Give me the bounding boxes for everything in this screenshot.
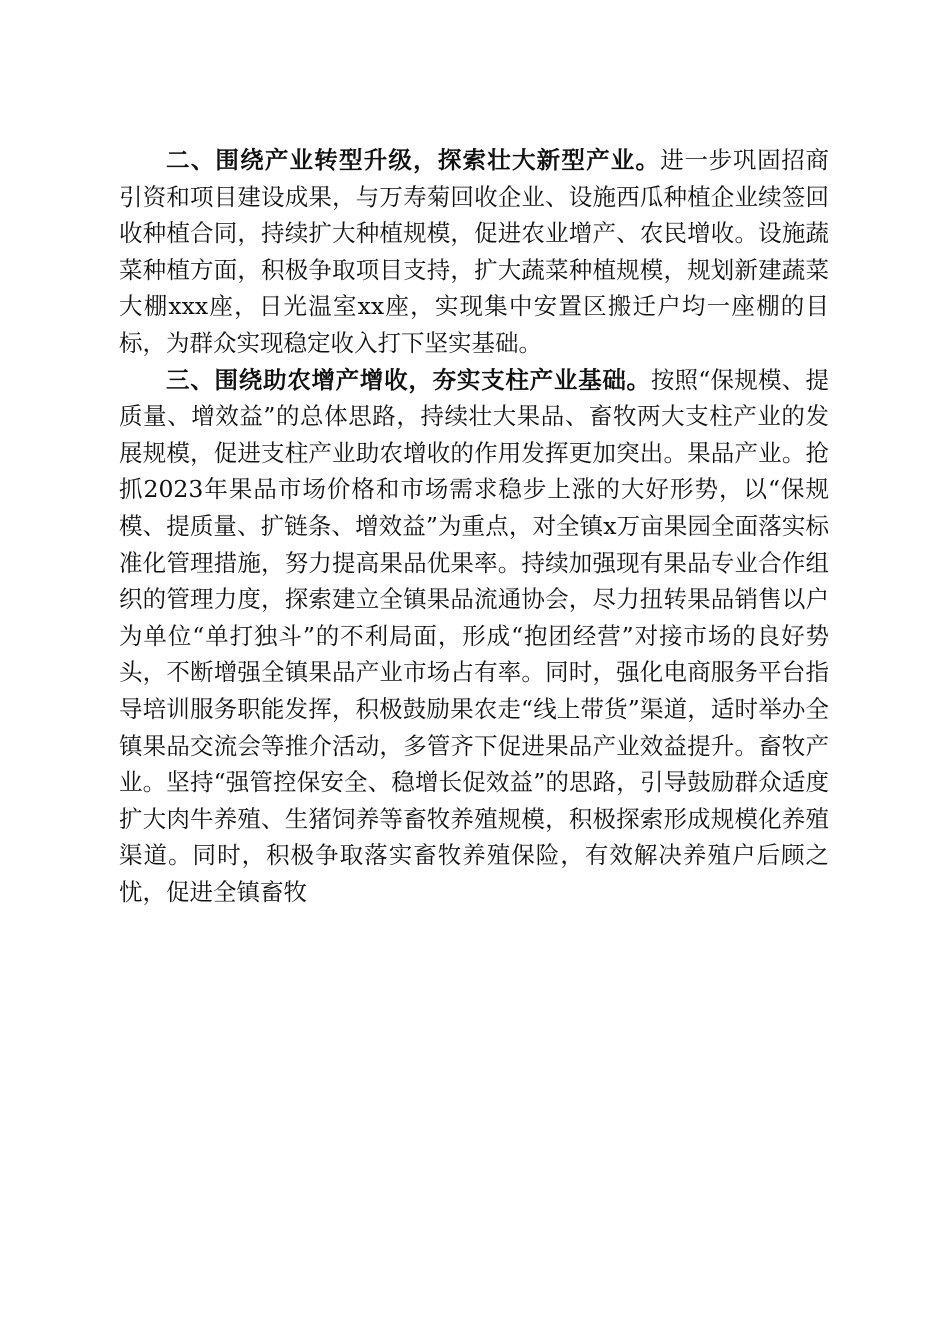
paragraph-heading: 二、围绕产业转型升级，探索壮大新型产业。 [166, 146, 661, 174]
paragraph-text: 进一步巩固招商引资和项目建设成果，与万寿菊回收企业、设施西瓜种植企业续签回收种植合同，持续扩大种植规模，促进农业增产、农民增收。设施蔬菜种植方面，积极争取项目支持，扩大蔬菜种植规模，规划新建蔬菜大棚xxx座，日光温室xx座，实现集中安置区搬迁户均一座棚的目标，为群众实现稳定收入打下坚实基础。 [119, 146, 830, 357]
paragraph-pillar-industries [119, 362, 829, 911]
paragraph-text: 按照“保规模、提质量、增效益”的总体思路，持续壮大果品、畜牧两大支柱产业的发展规模，促进支柱产业助农增收的作用发挥更加突出。果品产业。抢抓2023年果品市场价格和市场需求稳步上涨的大好形势，以“保规模、提质量、扩链条、增效益”为重点，对全镇x万亩果园全面落实标准化管理措施，努力提高果品优果率。持续加强现有果品专业合作组织的管理力度，探索建立全镇果品流通协会，尽力扭转果品销售以户为单位“单打独斗”的不利局面，形成“抱团经营”对接市场的良好势头，不断增强全镇果品产业市场占有率。同时，强化电商服务平台指导培训服务职能发挥，积极鼓励果农走“线上带货”渠道，适时举办全镇果品交流会等推介活动，多管齐下促进果品产业效益提升。畜牧产业。坚持“强管控保安全、稳增长促效益”的思路，引导鼓励群众适度扩大肉牛养殖、生猪饲养等畜牧养殖规模，积极探索形成规模化养殖渠道。同时，积极争取落实畜牧养殖保险，有效解决养殖户后顾之忧，促进全镇畜牧 [119, 365, 830, 906]
paragraph-heading: 三、围绕助农增产增收，夯实支柱产业基础。 [166, 365, 651, 394]
paragraph-industry-transformation [119, 142, 829, 362]
document-body [119, 142, 829, 910]
